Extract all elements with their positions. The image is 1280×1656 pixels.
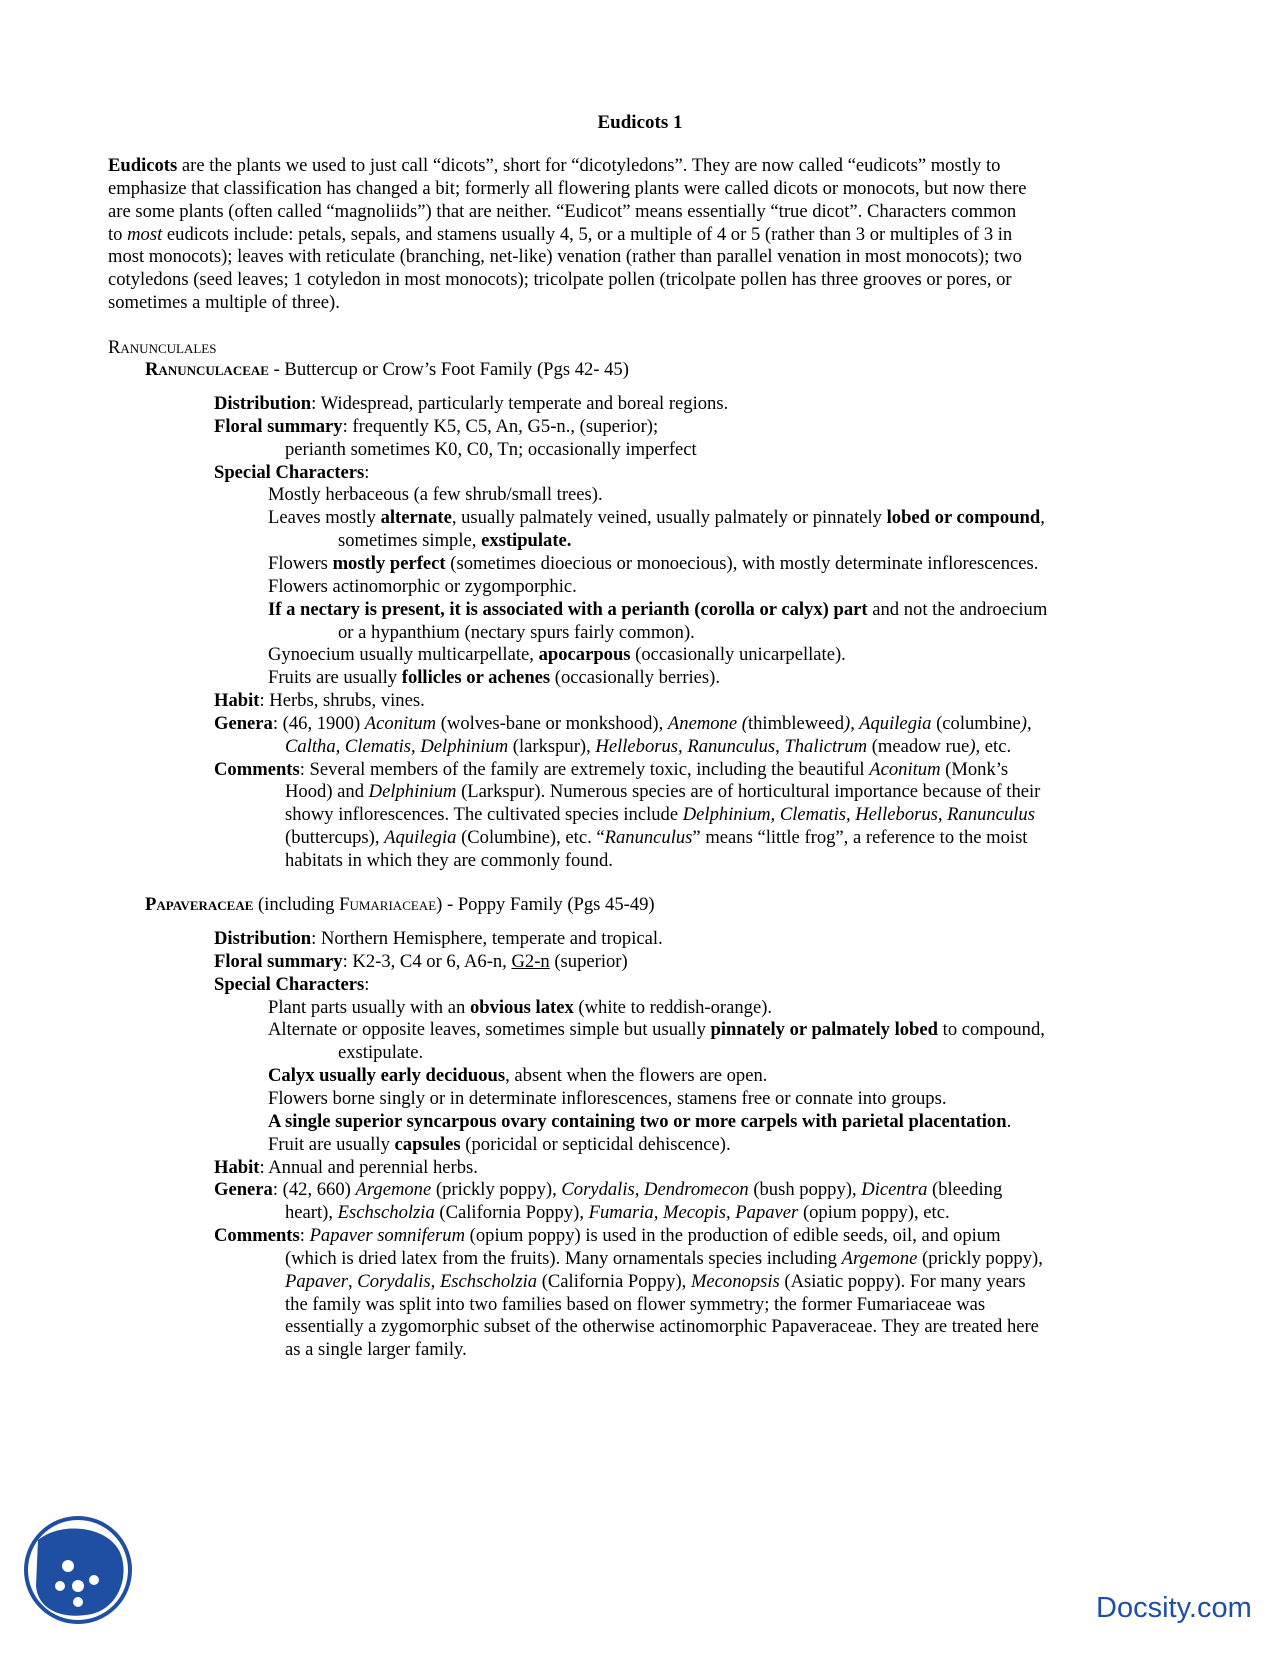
text-run: essentially a zygomorphic subset of the otherwise actinomorphic Papaveraceae. They are treated here xyxy=(285,1316,1039,1338)
text-run: (bush poppy), xyxy=(748,1179,862,1201)
text-run: are some plants (often called “magnoliids”) that are neither. “Eudicot” means essentially “true dicot”. Characters common xyxy=(108,200,1017,222)
text-run: pinnately or palmately lobed xyxy=(710,1019,938,1041)
text-run: most xyxy=(127,223,163,245)
family1-line xyxy=(268,483,603,507)
text-run: Floral summary xyxy=(214,415,343,437)
text-run: heart), xyxy=(285,1202,338,1224)
text-run: A single superior syncarpous ovary containing two or more carpels with parietal placentation xyxy=(268,1110,1007,1132)
text-run: habitats in which they are commonly found. xyxy=(285,850,613,871)
text-run: Argemone xyxy=(355,1179,432,1201)
text-run: Caltha, Clematis xyxy=(285,735,412,757)
family1-line xyxy=(285,438,697,462)
text-run: Fumaria, Mecopis, Papaver xyxy=(588,1202,799,1224)
text-run: (occasionally unicarpellate). xyxy=(630,644,846,666)
text-run: (opium poppy), etc. xyxy=(798,1202,950,1224)
text-run: Dicentra xyxy=(861,1179,928,1201)
family1-line xyxy=(285,849,613,873)
text-run: (larkspur), xyxy=(508,735,596,757)
text-run: exstipulate. xyxy=(481,530,572,552)
text-run: , xyxy=(1040,507,1045,529)
text-run: Argemone xyxy=(841,1247,918,1269)
text-run: eudicots include: petals, sepals, and stamens usually 4, 5, or a multiple of 4 or 5 (rather than 3 or multiples of 3 in xyxy=(162,223,1013,245)
text-run: Gynoecium usually multicarpellate, xyxy=(268,644,539,666)
text-run: : K2-3, C4 or 6, A6-n, xyxy=(342,950,512,972)
family2-line xyxy=(285,1338,467,1362)
text-run: Genera xyxy=(214,1179,273,1201)
text-run: : xyxy=(364,461,370,483)
family2-line xyxy=(268,1064,767,1088)
family1-line xyxy=(268,598,1047,622)
family2-line xyxy=(214,1178,1002,1202)
text-run: , usually palmately veined, usually palmately or pinnately xyxy=(451,507,887,529)
text-run: , absent when the flowers are open. xyxy=(505,1065,768,1087)
text-run: (prickly poppy), xyxy=(917,1247,1043,1269)
text-run: (California Poppy), xyxy=(537,1270,691,1292)
text-run: Delphinium xyxy=(420,735,509,757)
family2-line xyxy=(338,1041,423,1065)
docsity-logo-icon[interactable] xyxy=(22,1514,134,1626)
family1-line xyxy=(285,780,1040,804)
text-run: sometimes a multiple of three). xyxy=(108,292,340,314)
text-run: Flowers borne singly or in determinate inflorescences, stamens free or connate into groups. xyxy=(268,1087,947,1109)
text-run: Fruit are usually xyxy=(268,1133,395,1155)
text-run: ” means “little frog”, a reference to the moist xyxy=(692,827,1028,849)
text-run: (Columbine), etc. “ xyxy=(456,827,605,849)
text-run: and not the androecium xyxy=(867,598,1048,620)
text-run: Aconitum xyxy=(364,712,437,734)
family2-line xyxy=(268,1110,1011,1134)
text-run: Ranunculus xyxy=(604,827,693,849)
family2-line xyxy=(268,1087,946,1111)
text-run: Habit xyxy=(214,690,260,712)
text-run: Ranunculaceae xyxy=(145,359,269,380)
family2-line xyxy=(285,1270,1026,1294)
text-run: Delphinium xyxy=(368,781,457,803)
text-run: : Widespread, particularly temperate and boreal regions. xyxy=(311,393,729,414)
text-run: to xyxy=(108,223,128,245)
family2-line xyxy=(214,1156,478,1180)
text-run: Eudicots xyxy=(108,155,178,176)
text-run: Flowers actinomorphic or zygomporphic. xyxy=(268,575,577,597)
text-run: lobed or compound xyxy=(886,507,1041,529)
text-run: apocarpous xyxy=(538,644,631,666)
text-run: (Monk’s xyxy=(940,758,1009,780)
intro-line xyxy=(108,291,340,315)
text-run: (columbine xyxy=(931,712,1021,734)
text-run: showy inflorescences. The cultivated species include xyxy=(285,804,683,826)
text-run: : xyxy=(364,973,370,995)
family1-line xyxy=(214,415,658,439)
family1-line xyxy=(268,552,1038,576)
family1-line xyxy=(268,506,1045,530)
text-run: Corydalis xyxy=(357,1270,431,1292)
text-run: most monocots); leaves with reticulate (branching, net-like) venation (rather than parallel venation in most monocots); two xyxy=(108,246,1022,268)
text-run: Corydalis, Dendromecon xyxy=(561,1179,749,1201)
text-run: Floral summary xyxy=(214,950,343,972)
text-run: (which is dried latex from the fruits). Many ornamentals species including xyxy=(285,1247,842,1269)
text-run: Papaver xyxy=(285,1270,348,1292)
text-run: : xyxy=(299,1225,310,1247)
text-run: Flowers xyxy=(268,552,333,574)
text-run: mostly perfect xyxy=(332,552,446,574)
text-run: (poricidal or septicidal dehiscence). xyxy=(460,1133,731,1155)
text-run: capsules xyxy=(394,1133,461,1155)
text-run: are the plants we used to just call “dicots”, short for “dicotyledons”. They are now called “eudicots” mostly to xyxy=(177,155,1001,176)
text-run: , xyxy=(411,735,421,757)
text-run: Anemone ( xyxy=(667,712,748,734)
intro-line xyxy=(108,154,1000,178)
text-run: Eschscholzia xyxy=(439,1270,538,1292)
text-run: (opium poppy) is used in the production of edible seeds, oil, and opium xyxy=(465,1225,1001,1247)
text-run: Meconopsis xyxy=(690,1270,780,1292)
order-heading xyxy=(108,336,216,360)
text-run: alternate xyxy=(380,507,452,529)
text-run: Leaves mostly xyxy=(268,507,381,529)
text-run: Distribution xyxy=(214,393,312,414)
family2-line xyxy=(268,1018,1045,1042)
page-title: Eudicots 1 xyxy=(597,112,683,133)
family1-line xyxy=(214,689,425,713)
intro-line xyxy=(108,268,1012,292)
text-run: (California Poppy), xyxy=(434,1202,589,1224)
family1-line xyxy=(268,666,720,690)
text-run: (Asiatic poppy). For many years xyxy=(779,1270,1026,1292)
intro-line xyxy=(108,177,1027,201)
intro-line xyxy=(108,245,1022,269)
text-run: : Several members of the family are extremely toxic, including the beautiful xyxy=(299,758,870,780)
family2-line xyxy=(214,1224,1001,1248)
text-run: Aconitum xyxy=(869,758,941,780)
text-run: obvious latex xyxy=(469,996,574,1018)
text-run: Special Characters xyxy=(214,461,365,483)
text-run: , xyxy=(348,1270,358,1292)
family2-line xyxy=(268,1133,731,1157)
family2-line xyxy=(285,1315,1039,1339)
text-run: ), xyxy=(1020,712,1032,734)
text-run: : Herbs, shrubs, vines. xyxy=(259,690,425,712)
family1-line xyxy=(338,621,695,645)
text-run: Delphinium, Clematis, Helleborus, Ranunculus xyxy=(682,804,1035,826)
text-run: If a nectary is present, it is associated with a perianth (corolla or calyx) part xyxy=(268,598,868,620)
text-run: Ranunculales xyxy=(108,337,217,358)
text-run: Eschscholzia xyxy=(337,1202,435,1224)
text-run: Mostly herbaceous (a few shrub/small trees). xyxy=(268,484,603,506)
text-run: or a hypanthium (nectary spurs fairly common). xyxy=(338,621,695,643)
family1-line xyxy=(285,735,1011,759)
text-run: (superior) xyxy=(549,950,628,972)
text-run: Calyx usually early deciduous xyxy=(268,1065,506,1087)
text-run: as a single larger family. xyxy=(285,1339,467,1361)
text-run: : frequently K5, C5, An, G5-n., (superior); xyxy=(342,415,659,437)
family1-line xyxy=(214,461,369,485)
text-run: Genera xyxy=(214,712,273,734)
text-run: (Larkspur). Numerous species are of horticultural importance because of their xyxy=(456,781,1041,803)
text-run: perianth sometimes K0, C0, Tn; occasionally imperfect xyxy=(285,438,697,460)
text-run: (occasionally berries). xyxy=(550,667,721,689)
text-run: Habit xyxy=(214,1156,260,1178)
text-run: (meadow rue xyxy=(867,735,970,757)
family2-line xyxy=(268,996,772,1020)
text-run: - Buttercup or Crow’s Foot Family (Pgs 42- 45) xyxy=(268,359,629,380)
text-run: Distribution xyxy=(214,928,312,949)
family2-line xyxy=(285,1247,1043,1271)
family-heading xyxy=(145,358,629,382)
text-run: etc. xyxy=(980,735,1012,757)
intro-line xyxy=(108,223,1012,247)
text-run: emphasize that classification has changed a bit; formerly all flowering plants were called dicots or monocots, but now there xyxy=(108,177,1027,199)
family1-line xyxy=(268,643,846,667)
family1-line xyxy=(285,803,1035,827)
text-run: Thalictrum xyxy=(784,735,868,757)
text-run: Aquilegia xyxy=(384,827,457,849)
text-run: : (46, 1900) xyxy=(272,712,365,734)
text-run: : (42, 660) xyxy=(272,1179,356,1201)
text-run: (sometimes dioecious or monoecious), with mostly determinate inflorescences. xyxy=(445,552,1039,574)
text-run: thimbleweed xyxy=(747,712,844,734)
family2-line xyxy=(285,1201,950,1225)
text-run: (white to reddish-orange). xyxy=(573,996,773,1018)
text-run: sometimes simple, xyxy=(338,530,482,552)
text-run: , xyxy=(775,735,785,757)
family1-line xyxy=(268,575,577,599)
text-run: ) - Poppy Family (Pgs 45-49) xyxy=(436,894,655,915)
text-run: to compound, xyxy=(938,1019,1045,1041)
text-run: G2-n xyxy=(511,950,550,972)
text-run: Papaveraceae xyxy=(145,894,254,915)
text-run: Fruits are usually xyxy=(268,667,402,689)
family1-line xyxy=(338,529,571,553)
family1-line xyxy=(214,712,1032,736)
text-run: Plant parts usually with an xyxy=(268,996,470,1018)
text-run: exstipulate. xyxy=(338,1042,424,1064)
family1-line xyxy=(285,826,1027,850)
text-run: ), xyxy=(969,735,981,757)
family1-line xyxy=(214,392,728,416)
family2-line xyxy=(214,927,663,951)
intro-line xyxy=(108,200,1016,224)
text-run: Fumariaceae xyxy=(339,894,437,915)
text-run: , xyxy=(430,1270,440,1292)
family2-line xyxy=(285,1293,985,1317)
text-run: Comments xyxy=(214,758,300,780)
text-run: Helleborus, Ranunculus xyxy=(595,735,776,757)
text-run: Comments xyxy=(214,1225,300,1247)
text-run: the family was split into two families based on flower symmetry; the former Fumariaceae was xyxy=(285,1293,986,1315)
family1-line xyxy=(214,758,1008,782)
text-run: Papaver somniferum xyxy=(309,1225,466,1247)
docsity-brand-link[interactable]: Docsity.com xyxy=(1096,1592,1252,1624)
text-run: Alternate or opposite leaves, sometimes simple but usually xyxy=(268,1019,711,1041)
text-run: (bleeding xyxy=(927,1179,1003,1201)
text-run: ), Aquilegia xyxy=(844,712,932,734)
text-run: Special Characters xyxy=(214,973,365,995)
text-run: : Northern Hemisphere, temperate and tropical. xyxy=(311,928,663,949)
text-run: : Annual and perennial herbs. xyxy=(259,1156,478,1178)
family2-line xyxy=(214,973,369,997)
text-run: (including xyxy=(253,894,340,915)
text-run: (buttercups), xyxy=(285,827,385,849)
family2-line xyxy=(214,950,628,974)
text-run: (wolves-bane or monkshood), xyxy=(436,712,668,734)
text-run: Hood) and xyxy=(285,781,369,803)
text-run: follicles or achenes xyxy=(401,667,551,689)
text-run: (prickly poppy), xyxy=(431,1179,562,1201)
text-run: . xyxy=(1006,1110,1012,1132)
text-run: cotyledons (seed leaves; 1 cotyledon in most monocots); tricolpate pollen (tricolpate pollen has three grooves or pores, or xyxy=(108,269,1012,291)
family-heading xyxy=(145,893,655,917)
